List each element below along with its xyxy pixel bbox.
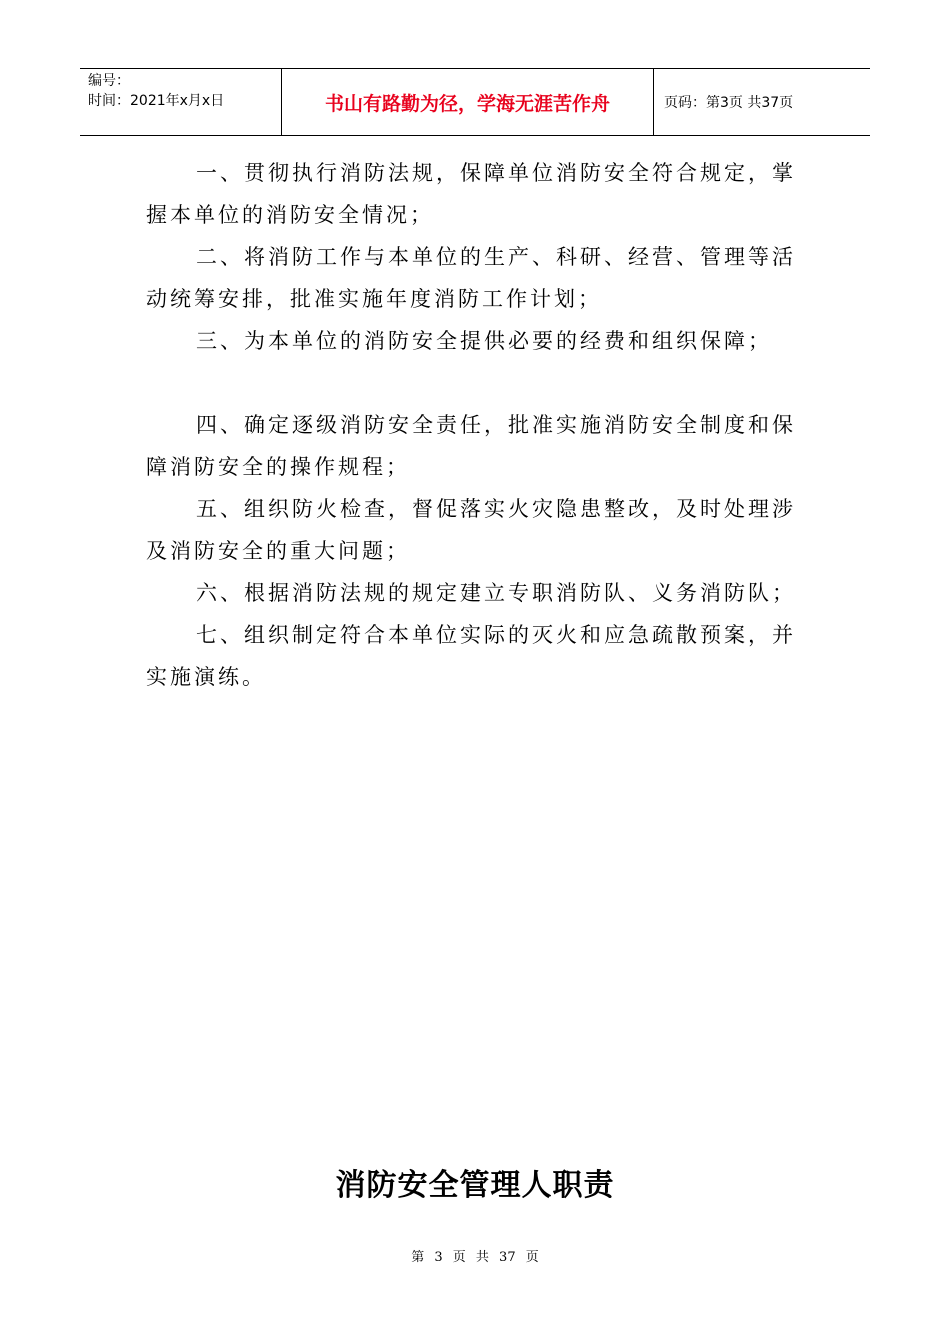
paragraph-5: 五、组织防火检查，督促落实火灾隐患整改，及时处理涉及消防安全的重大问题；	[146, 497, 796, 563]
page-header	[80, 68, 870, 136]
paragraph-4: 四、确定逐级消防安全责任，批准实施消防安全制度和保障消防安全的操作规程；	[146, 413, 796, 479]
header-meta	[80, 69, 282, 135]
document-number-label: 编号：	[88, 73, 130, 89]
paragraph-3: 三、为本单位的消防安全提供必要的经费和组织保障；	[196, 329, 772, 353]
section-title: 消防安全管理人职责	[335, 1168, 615, 1203]
paragraph-7: 七、组织制定符合本单位实际的灭火和应急疏散预案，并实施演练。	[146, 623, 796, 689]
page-footer: 第 3 页 共 37 页	[411, 1250, 539, 1265]
paragraph-6: 六、根据消防法规的规定建立专职消防队、义务消防队；	[196, 581, 796, 605]
document-body	[146, 152, 796, 698]
document-time-label: 时间：2021年x月x日	[88, 93, 225, 109]
header-motto: 书山有路勤为径，学海无涯苦作舟	[282, 69, 654, 135]
paragraph-2: 二、将消防工作与本单位的生产、科研、经营、管理等活动统筹安排，批准实施年度消防工作计划；	[146, 245, 796, 311]
header-page-code: 页码：第3页 共37页	[664, 95, 794, 111]
paragraph-1: 一、贯彻执行消防法规，保障单位消防安全符合规定，掌握本单位的消防安全情况；	[146, 161, 796, 227]
